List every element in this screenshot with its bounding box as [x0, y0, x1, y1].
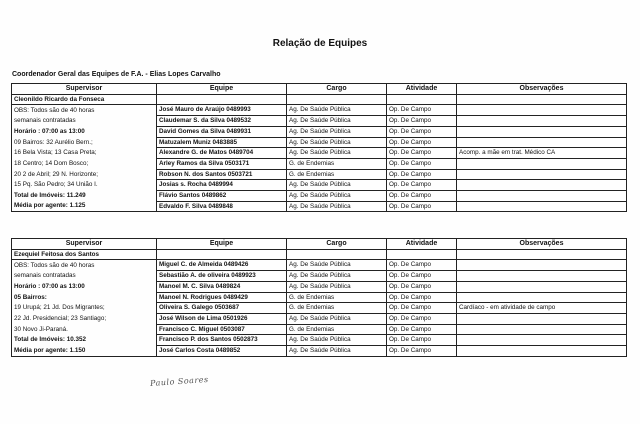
- team-table-1: [11, 83, 627, 212]
- role-cell: G. de Endemias: [287, 169, 387, 180]
- table-row: [12, 126, 627, 137]
- supervisor-info: OBS: Todos são de 40 horas: [12, 260, 157, 271]
- team-member: Sebastião A. de oliveira 0489923: [157, 271, 287, 282]
- supervisor-info: 16 Bela Vista; 13 Casa Preta;: [12, 148, 157, 159]
- notes-cell: Acomp. a mãe em trat. Médico CA: [457, 148, 627, 159]
- role-cell: G. de Endemias: [287, 303, 387, 314]
- supervisor-info: 19 Urupá; 21 Jd. Dos Migrantes;: [12, 303, 157, 314]
- table-row: [12, 281, 627, 292]
- team-member: Miguel C. de Almeida 0489426: [157, 260, 287, 271]
- table-row: [12, 271, 627, 282]
- role-cell: G. de Endemias: [287, 292, 387, 303]
- notes-cell: [457, 281, 627, 292]
- activity-cell: Op. De Campo: [387, 169, 457, 180]
- notes-cell: [457, 191, 627, 202]
- notes-cell: [457, 260, 627, 271]
- team-member: José Mauro de Araújo 0489993: [157, 105, 287, 116]
- activity-cell: Op. De Campo: [387, 313, 457, 324]
- notes-cell: [457, 105, 627, 116]
- supervisor-info: OBS: Todos são de 40 horas: [12, 105, 157, 116]
- col-header-team: Equipe: [157, 84, 287, 95]
- table-row: [12, 191, 627, 202]
- table-row: [12, 303, 627, 314]
- header-row: [12, 84, 627, 95]
- team-member: Alexandre G. de Matos 0489704: [157, 148, 287, 159]
- activity-cell: Op. De Campo: [387, 191, 457, 202]
- team-member: Matuzalem Muniz 0483885: [157, 137, 287, 148]
- role-cell: Ag. De Saúde Pública: [287, 346, 387, 357]
- role-cell: G. de Endemias: [287, 158, 387, 169]
- role-cell: Ag. De Saúde Pública: [287, 201, 387, 212]
- supervisor-info: Horário : 07:00 as 13:00: [12, 126, 157, 137]
- activity-cell: Op. De Campo: [387, 303, 457, 314]
- role-cell: Ag. De Saúde Pública: [287, 126, 387, 137]
- activity-cell: Op. De Campo: [387, 148, 457, 159]
- activity-cell: Op. De Campo: [387, 158, 457, 169]
- notes-cell: [457, 292, 627, 303]
- supervisor-name: Ezequiel Feitosa dos Santos: [12, 249, 157, 260]
- supervisor-info: 20 2 de Abril; 29 N. Horizonte;: [12, 169, 157, 180]
- team-member: Francisco C. Miguel 0503087: [157, 324, 287, 335]
- table-row: [12, 335, 627, 346]
- table-row: [12, 116, 627, 127]
- supervisor-info: Média por agente: 1.150: [12, 346, 157, 357]
- activity-cell: Op. De Campo: [387, 281, 457, 292]
- notes-cell: [457, 180, 627, 191]
- col-header-notes: Observações: [457, 84, 627, 95]
- handwritten-signature: Paulo Soares: [149, 374, 209, 389]
- table-row: [12, 169, 627, 180]
- notes-cell: [457, 324, 627, 335]
- team-member: Francisco P. dos Santos 0502873: [157, 335, 287, 346]
- supervisor-name: Cleonildo Ricardo da Fonseca: [12, 94, 157, 105]
- role-cell: Ag. De Saúde Pública: [287, 313, 387, 324]
- col-header-activity: Atividade: [387, 239, 457, 250]
- role-cell: Ag. De Saúde Pública: [287, 335, 387, 346]
- activity-cell: Op. De Campo: [387, 201, 457, 212]
- team-table-2: [11, 238, 627, 357]
- supervisor-info: semanais contratadas: [12, 116, 157, 127]
- table-row: [12, 292, 627, 303]
- notes-cell: [457, 335, 627, 346]
- supervisor-info: 05 Bairros:: [12, 292, 157, 303]
- notes-cell: Cardíaco - em atividade de campo: [457, 303, 627, 314]
- team-member: Robson N. dos Santos 0503721: [157, 169, 287, 180]
- notes-cell: [457, 169, 627, 180]
- supervisor-info: semanais contratadas: [12, 271, 157, 282]
- table-row: [12, 201, 627, 212]
- table-row: [12, 105, 627, 116]
- role-cell: Ag. De Saúde Pública: [287, 260, 387, 271]
- team-member: Arley Ramos da Silva 0503171: [157, 158, 287, 169]
- notes-cell: [457, 137, 627, 148]
- table-row: [12, 158, 627, 169]
- team-member: Flávio Santos 0489862: [157, 191, 287, 202]
- table-row: [12, 313, 627, 324]
- table-row: [12, 180, 627, 191]
- activity-cell: Op. De Campo: [387, 137, 457, 148]
- supervisor-info: 30 Novo Ji-Paraná.: [12, 324, 157, 335]
- team-member: Claudemar S. da Silva 0489532: [157, 116, 287, 127]
- supervisor-row: [12, 249, 627, 260]
- activity-cell: Op. De Campo: [387, 260, 457, 271]
- team-member: José Carlos Costa 0489852: [157, 346, 287, 357]
- notes-cell: [457, 116, 627, 127]
- team-member: David Gomes da Silva 0489931: [157, 126, 287, 137]
- notes-cell: [457, 313, 627, 324]
- activity-cell: Op. De Campo: [387, 180, 457, 191]
- col-header-team: Equipe: [157, 239, 287, 250]
- col-header-supervisor: Supervisor: [12, 84, 157, 95]
- activity-cell: Op. De Campo: [387, 105, 457, 116]
- role-cell: G. de Endemias: [287, 324, 387, 335]
- table-row: [12, 137, 627, 148]
- role-cell: Ag. De Saúde Pública: [287, 105, 387, 116]
- notes-cell: [457, 158, 627, 169]
- role-cell: Ag. De Saúde Pública: [287, 271, 387, 282]
- supervisor-info: 22 Jd. Presidencial; 23 Santiago;: [12, 313, 157, 324]
- activity-cell: Op. De Campo: [387, 324, 457, 335]
- activity-cell: Op. De Campo: [387, 271, 457, 282]
- notes-cell: [457, 346, 627, 357]
- supervisor-row: [12, 94, 627, 105]
- supervisor-info: 15 Pq. São Pedro; 34 União I.: [12, 180, 157, 191]
- header-row: [12, 239, 627, 250]
- notes-cell: [457, 126, 627, 137]
- activity-cell: Op. De Campo: [387, 126, 457, 137]
- table-row: [12, 346, 627, 357]
- role-cell: Ag. De Saúde Pública: [287, 116, 387, 127]
- team-member: José Wilson de Lima 0501926: [157, 313, 287, 324]
- table-row: [12, 260, 627, 271]
- page-title: Relação de Equipes: [272, 38, 368, 49]
- notes-cell: [457, 271, 627, 282]
- team-member: Josias s. Rocha 0489994: [157, 180, 287, 191]
- activity-cell: Op. De Campo: [387, 116, 457, 127]
- col-header-role: Cargo: [287, 84, 387, 95]
- team-member: Manoel M. C. Silva 0489824: [157, 281, 287, 292]
- col-header-supervisor: Supervisor: [12, 239, 157, 250]
- activity-cell: Op. De Campo: [387, 346, 457, 357]
- team-member: Manoel N. Rodrigues 0489429: [157, 292, 287, 303]
- role-cell: Ag. De Saúde Pública: [287, 148, 387, 159]
- table-row: [12, 148, 627, 159]
- role-cell: Ag. De Saúde Pública: [287, 137, 387, 148]
- table-row: [12, 324, 627, 335]
- col-header-activity: Atividade: [387, 84, 457, 95]
- team-member: Edvaldo F. Silva 0489848: [157, 201, 287, 212]
- col-header-role: Cargo: [287, 239, 387, 250]
- supervisor-info: 18 Centro; 14 Dom Bosco;: [12, 158, 157, 169]
- supervisor-info: Média por agente: 1.125: [12, 201, 157, 212]
- team-member: Oliveira S. Galego 0503687: [157, 303, 287, 314]
- activity-cell: Op. De Campo: [387, 292, 457, 303]
- role-cell: Ag. De Saúde Pública: [287, 191, 387, 202]
- role-cell: Ag. De Saúde Pública: [287, 180, 387, 191]
- notes-cell: [457, 201, 627, 212]
- role-cell: Ag. De Saúde Pública: [287, 281, 387, 292]
- coordinator-line: Coordenador Geral das Equipes de F.A. - Elias Lopes Carvalho: [12, 71, 221, 78]
- supervisor-info: 09 Bairros: 32 Aurélio Bern.;: [12, 137, 157, 148]
- supervisor-info: Horário : 07:00 as 13:00: [12, 281, 157, 292]
- col-header-notes: Observações: [457, 239, 627, 250]
- supervisor-info: Total de Imóveis: 10.352: [12, 335, 157, 346]
- activity-cell: Op. De Campo: [387, 335, 457, 346]
- supervisor-info: Total de Imóveis: 11.249: [12, 191, 157, 202]
